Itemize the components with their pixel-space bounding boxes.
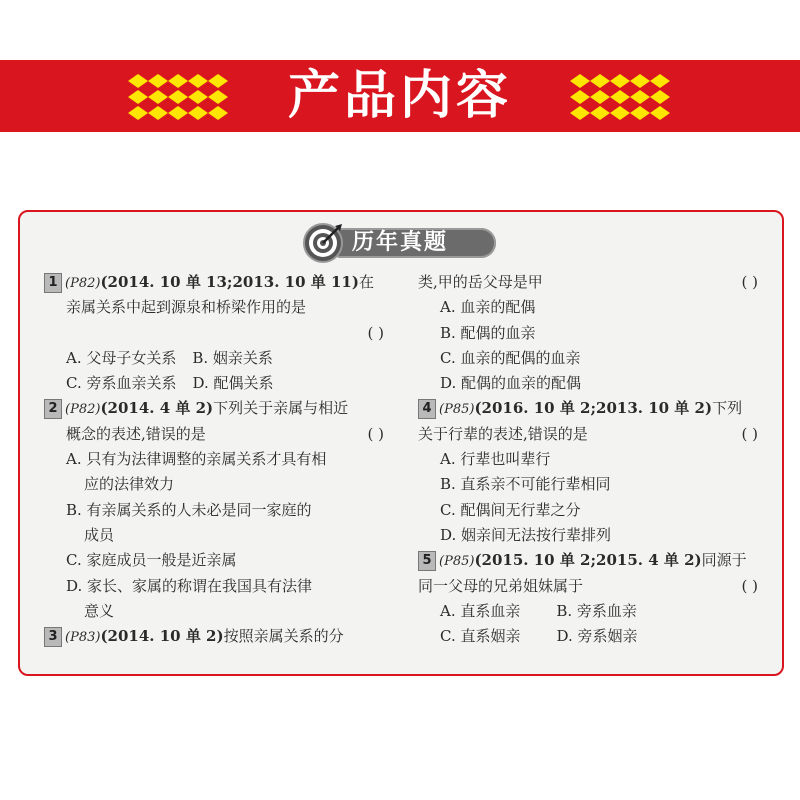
section-tag: [302, 222, 502, 264]
question-text: 下列关于亲属与相近: [213, 399, 349, 418]
answer-blank: ( ): [741, 576, 758, 595]
option-c: C. 血亲的配偶的血亲: [440, 348, 581, 367]
answer-blank: ( ): [367, 323, 384, 342]
option-d-cont: 意义: [84, 601, 115, 620]
content-panel: [18, 210, 784, 676]
option-d: D. 旁系姻亲: [556, 627, 638, 646]
question-5-stem: [418, 548, 758, 573]
option-b: B. 直系亲不可能行辈相同: [440, 475, 611, 494]
question-4-stem: [418, 396, 758, 421]
question-text: 在: [358, 273, 374, 291]
question-text: [418, 422, 758, 447]
question-text: 亲属关系中起到源泉和桥梁作用的是: [66, 298, 307, 317]
option-a: A. 行辈也叫辈行: [440, 450, 551, 469]
left-column: [44, 270, 384, 649]
diamond-pattern-right-icon: [570, 74, 670, 120]
page-ref: (P85): [439, 554, 475, 570]
option-c: C. 旁系血亲关系: [66, 374, 177, 393]
option-d: D. 姻亲间无法按行辈排列: [440, 525, 612, 544]
answer-paren-line: [44, 321, 384, 346]
question-text-line: 概念的表述,错误的是: [66, 424, 206, 443]
exam-source: (2014. 4 单 2): [100, 399, 214, 418]
right-column: [418, 270, 758, 649]
answer-blank: ( ): [367, 424, 384, 443]
page-ref: (P82): [65, 276, 101, 291]
target-icon: [302, 222, 344, 264]
question-1-stem: [44, 270, 384, 295]
question-2-stem: [44, 396, 384, 421]
option-b: B. 有亲属关系的人未必是同一家庭的: [66, 500, 312, 519]
option-a: A. 直系血亲: [440, 601, 521, 620]
option-a-cont: 应的法律效力: [84, 475, 175, 494]
page-ref: (P85): [439, 402, 475, 418]
question-number: 5: [418, 551, 436, 571]
option-d: D. 家长、家属的称谓在我国具有法律: [66, 576, 313, 595]
option-c: C. 家庭成员一般是近亲属: [66, 551, 237, 570]
question-number: 3: [44, 627, 62, 647]
option-row: [418, 624, 758, 649]
answer-blank: ( ): [741, 273, 758, 291]
option-row: [418, 599, 758, 624]
section-tag-label: 历年真题: [352, 230, 449, 255]
question-number: 2: [44, 399, 62, 419]
option-a: A. 父母子女关系: [66, 348, 177, 367]
option-b: B. 姻亲关系: [192, 348, 273, 367]
page-ref: (P83): [65, 630, 101, 646]
option-d: D. 配偶关系: [192, 374, 274, 393]
option-a: A. 只有为法律调整的亲属关系才具有相: [66, 450, 327, 469]
exam-source: (2015. 10 单 2;2015. 4 单 2): [474, 551, 702, 570]
exam-source: (2014. 10 单 13;2013. 10 单 11): [100, 273, 359, 291]
exam-source: (2014. 10 单 2): [100, 627, 224, 646]
option-a: A. 血亲的配偶: [440, 298, 536, 317]
question-text: 同源于: [701, 551, 747, 570]
option-c: C. 配偶间无行辈之分: [440, 500, 581, 519]
question-text-line: 同一父母的兄弟姐妹属于: [418, 576, 584, 595]
question-number: 1: [44, 273, 62, 293]
option-row: [44, 371, 384, 396]
option-b: B. 配偶的血亲: [440, 323, 536, 342]
question-text: [418, 574, 758, 599]
banner-title: 产品内容: [287, 66, 512, 126]
question-text: [44, 422, 384, 447]
question-number: 4: [418, 399, 436, 419]
answer-blank: ( ): [741, 424, 758, 443]
header-banner: [0, 60, 800, 132]
question-3-stem: [44, 624, 384, 649]
question-text-line: 关于行辈的表述,错误的是: [418, 424, 588, 443]
option-d: D. 配偶的血亲的配偶: [440, 374, 582, 393]
option-b: B. 旁系血亲: [556, 601, 637, 620]
question-text-line: 类,甲的岳父母是甲: [418, 273, 543, 291]
question-text: [418, 270, 758, 295]
option-c: C. 直系姻亲: [440, 627, 521, 646]
option-b-cont: 成员: [84, 525, 115, 544]
question-text: 按照亲属关系的分: [223, 627, 344, 646]
exam-source: (2016. 10 单 2;2013. 10 单 2): [474, 399, 713, 418]
question-text: 下列: [712, 399, 743, 418]
page-ref: (P82): [65, 402, 101, 418]
option-row: [44, 346, 384, 371]
